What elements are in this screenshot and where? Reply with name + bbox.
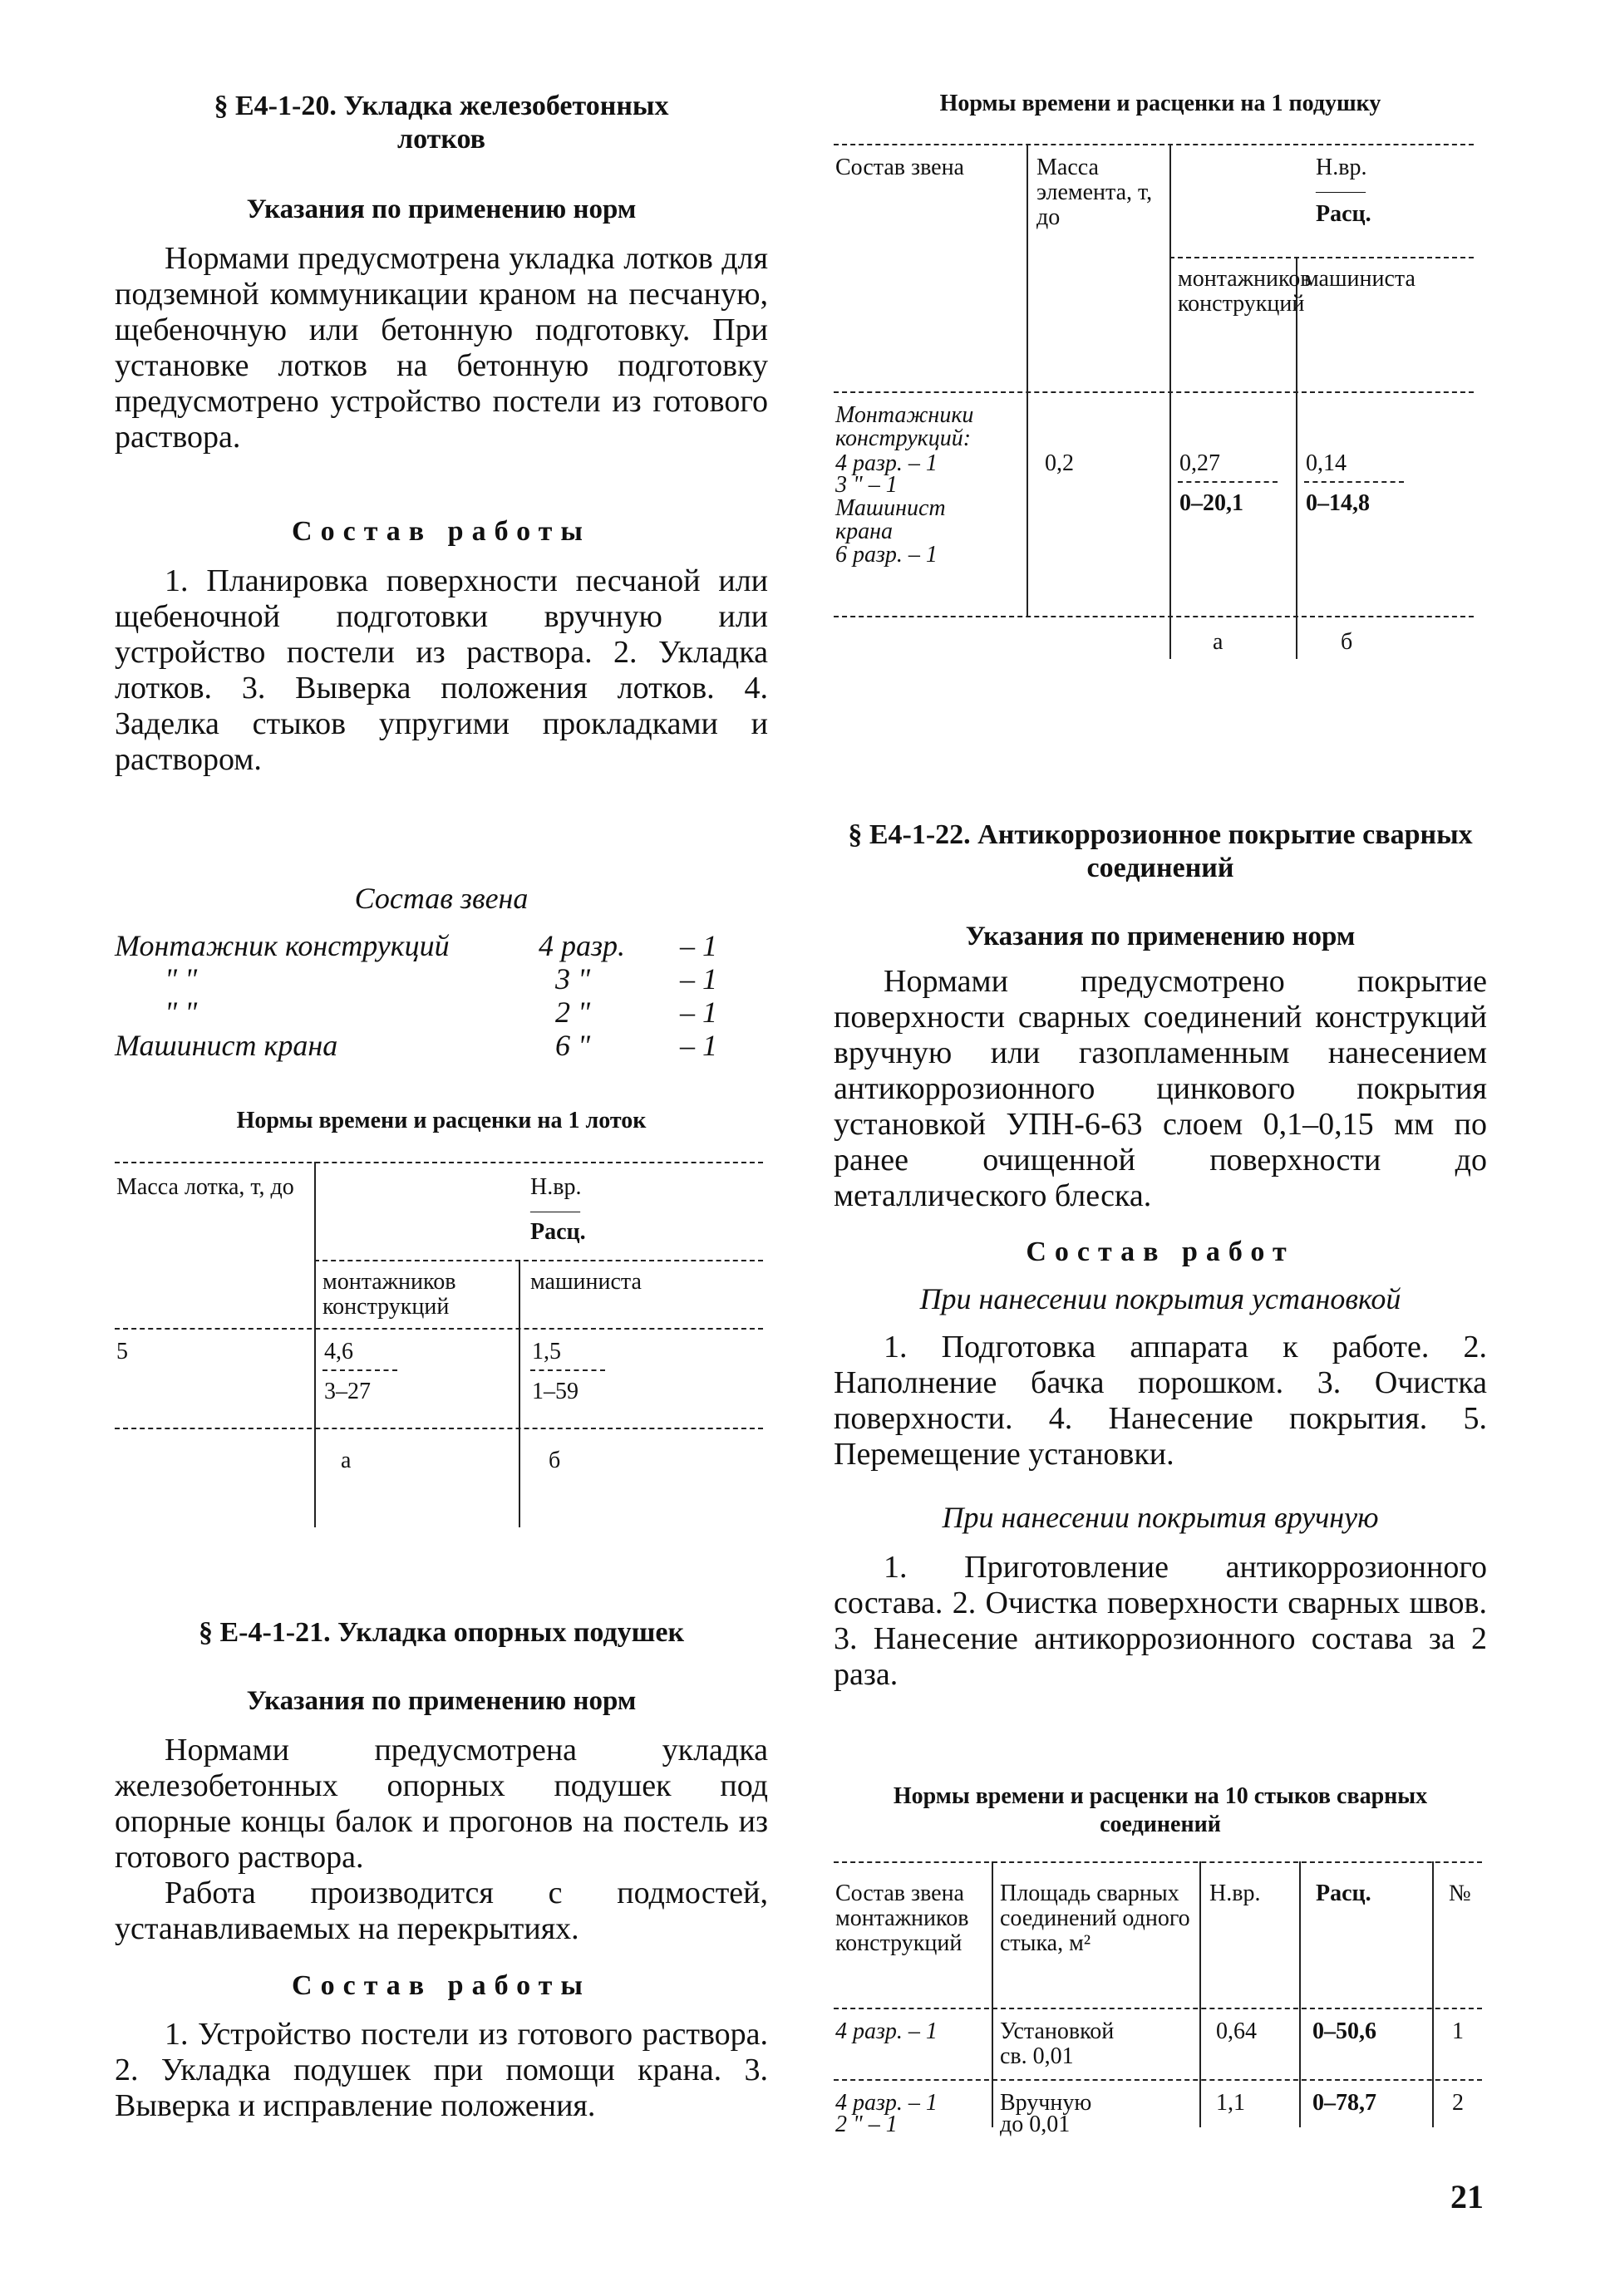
- crew-count: – 1: [680, 962, 717, 996]
- sec22-sub2-text: 1. Приготовление антикоррозионного состава. 2. Очистка поверхности сварных швов. 3. Нанесение антикоррозионного состава за 2 раза.: [834, 1550, 1487, 1692]
- sec22-title: § Е4-1-22. Антикоррозионное покрытие сварных соединений: [848, 819, 1473, 883]
- row2-no: 2: [1452, 2090, 1464, 2116]
- col-mass-header: Масса лотка, т, до: [116, 1174, 294, 1200]
- row2-nvr: 1,1: [1216, 2090, 1245, 2116]
- cell-mass: 0,2: [1045, 450, 1074, 476]
- crew-line: Монтажники: [835, 402, 974, 428]
- sec22-work-heading-text: Состав работ: [1026, 1236, 1295, 1267]
- crew-line: 4 разр. – 1: [835, 450, 938, 476]
- sec20-work-heading-text: Состав работы: [292, 516, 591, 547]
- sub-col-b: машиниста: [1304, 266, 1416, 292]
- sec22-instr-text: Нормами предусмотрено покрытие поверхности сварных соединений конструкций вручную или газопламенным нанесением антикоррозионного цинкового покрытия установкой УПН-6-63 слоем 0,1–0,15 мм по ранее очищенной поверхности до металлического блеска.: [834, 964, 1487, 1213]
- col-rasc-header: Расц.: [530, 1219, 586, 1245]
- row2-crew1: 4 разр. – 1: [835, 2090, 938, 2116]
- sec20-work-text: 1. Планировка поверхности песчаной или щебеночной подготовки вручную или устройство постели из раствора. 2. Укладка лотков. 3. Выверка положения лотков. 4. Заделка стыков упругими прокладками и раствором.: [115, 563, 768, 777]
- crew-line: 3 " – 1: [835, 472, 898, 498]
- cell-a-rasc: 3–27: [324, 1379, 371, 1404]
- crew-line: крана: [835, 519, 893, 544]
- h-rasc: Расц.: [1316, 1881, 1371, 1906]
- sec21-instr-block: [115, 1733, 768, 1947]
- crew-grade: 6 ": [555, 1029, 591, 1062]
- col-nvr-header: Н.вр.: [1316, 155, 1367, 180]
- label-a: а: [341, 1448, 352, 1473]
- sec22-sub1-heading-text: При нанесении покрытия установкой: [919, 1282, 1401, 1315]
- h-nvr: Н.вр.: [1209, 1881, 1261, 1906]
- sec20-instr-block: [115, 241, 768, 455]
- crew-count: – 1: [680, 1029, 717, 1062]
- sec22-norms-table: [834, 1861, 1487, 2161]
- row1-area2: св. 0,01: [1000, 2043, 1074, 2069]
- crew-line: конструкций:: [835, 425, 972, 451]
- sub-col-a: монтажников конструкций: [1178, 266, 1312, 317]
- sec20-crew-heading-text: Состав звена: [354, 882, 529, 915]
- sec21-instr-heading: [115, 1684, 768, 1718]
- col-nvr-header: Н.вр.: [530, 1174, 582, 1200]
- sec21-instr-text2: Работа производится с подмостей, устанавливаемых на перекрытиях.: [115, 1876, 768, 1946]
- sec22-sub1-text: 1. Подготовка аппарата к работе. 2. Наполнение бачка порошком. 3. Очистка поверхности. 4. Нанесение покрытия. 5. Перемещение установки.: [834, 1330, 1487, 1472]
- h-crew: Состав звена монтажников конструкций: [835, 1881, 969, 1956]
- sec21-table-title: [834, 90, 1487, 118]
- sec22-work-heading: [834, 1236, 1487, 1269]
- sub-col-b: машиниста: [530, 1269, 642, 1295]
- cell-b-nvr: 1,5: [532, 1339, 561, 1364]
- crew-grade: 2 ": [555, 996, 591, 1029]
- sec21-table-title-text: Нормы времени и расценки на 1 подушку: [939, 91, 1381, 116]
- sec21-norms-table: [834, 144, 1487, 659]
- col-crew-header: Состав звена: [835, 155, 964, 180]
- sec20-norms-table: [115, 1162, 768, 1527]
- cell-b-rasc: 1–59: [532, 1379, 579, 1404]
- sec22-instr-heading: [834, 920, 1487, 953]
- crew-name: Машинист крана: [115, 1029, 338, 1062]
- cell-a-nvr: 4,6: [324, 1339, 353, 1364]
- sec22-table-title-text: Нормы времени и расценки на 10 стыков сварных соединений: [893, 1783, 1428, 1837]
- sec20-table-title-text: Нормы времени и расценки на 1 лоток: [236, 1108, 647, 1133]
- sec22-sub1-block: [834, 1330, 1487, 1472]
- sec21-instr-text1: Нормами предусмотрена укладка железобетонных опорных подушек под опорные концы балок и прогонов на постель из готового раствора.: [115, 1733, 768, 1875]
- h-no: №: [1449, 1881, 1471, 1906]
- sec22-sub1-heading: [834, 1281, 1487, 1316]
- sec20-instr-text: Нормами предусмотрена укладка лотков для подземной коммуникации краном на песчаную, щебеночную или бетонную подготовку. При установке лотков на бетонную подготовку предусмотрено устройство постели из готового раствора.: [115, 241, 768, 455]
- sec20-work-block: [115, 563, 768, 778]
- label-b: б: [1341, 629, 1353, 655]
- sec21-work-heading-text: Состав работы: [292, 1970, 591, 2001]
- col-mass-header: Масса элемента, т, до: [1036, 155, 1153, 230]
- row2-area2: до 0,01: [1000, 2112, 1071, 2137]
- sec20-instr-heading: [115, 193, 768, 226]
- row1-rasc: 0–50,6: [1312, 2018, 1376, 2044]
- sec21-instr-heading-text: Указания по применению норм: [246, 1686, 637, 1716]
- crew-grade: 3 ": [555, 962, 591, 996]
- sec22-title-block: [834, 819, 1487, 885]
- sec20-instr-heading-text: Указания по применению норм: [246, 194, 637, 224]
- crew-grade: 4 разр.: [539, 929, 626, 962]
- row1-no: 1: [1452, 2018, 1464, 2044]
- sub-col-a: монтажников конструкций: [322, 1269, 456, 1320]
- sec22-table-title: [834, 1782, 1487, 1839]
- sec20-work-heading: [115, 515, 768, 548]
- row1-nvr: 0,64: [1216, 2018, 1257, 2044]
- sec22-sub2-heading: [834, 1500, 1487, 1535]
- row1-area1: Установкой: [1000, 2018, 1115, 2044]
- sec22-sub2-block: [834, 1550, 1487, 1693]
- sec20-table-title: [115, 1107, 768, 1135]
- col-dash: ———: [530, 1202, 580, 1220]
- col-dash: ———: [1316, 182, 1366, 200]
- sec20-title: § Е4-1-20. Укладка железобетонных лотков: [214, 91, 669, 155]
- sec20-title-block: [115, 90, 768, 156]
- row2-rasc: 0–78,7: [1312, 2090, 1376, 2116]
- page-number: 21: [1450, 2178, 1484, 2215]
- sec21-title: § Е-4-1-21. Укладка опорных подушек: [198, 1617, 685, 1648]
- cell-a-nvr: 0,27: [1179, 450, 1220, 476]
- sec21-work-heading: [115, 1969, 768, 2003]
- col-rasc-header: Расц.: [1316, 201, 1371, 227]
- sec21-work-block: [115, 2017, 768, 2124]
- sec22-sub2-heading-text: При нанесении покрытия вручную: [942, 1501, 1379, 1534]
- sec20-crew-list: [115, 928, 768, 1078]
- cell-a-rasc: 0–20,1: [1179, 490, 1243, 516]
- sec21-work-text: 1. Устройство постели из готового раствора. 2. Укладка подушек при помощи крана. 3. Выверка и исправление положения.: [115, 2017, 768, 2123]
- crew-name: " ": [165, 996, 198, 1029]
- crew-count: – 1: [680, 929, 717, 962]
- crew-name: " ": [165, 962, 198, 996]
- cell-b-nvr: 0,14: [1306, 450, 1347, 476]
- row-mass: 5: [116, 1339, 128, 1364]
- row1-crew: 4 разр. – 1: [835, 2018, 938, 2044]
- label-b: б: [549, 1448, 561, 1473]
- crew-line: 6 разр. – 1: [835, 542, 938, 568]
- sec22-instr-heading-text: Указания по применению норм: [965, 922, 1356, 951]
- h-area: Площадь сварных соединений одного стыка, м²: [1000, 1881, 1190, 1956]
- sec22-instr-block: [834, 964, 1487, 1214]
- row2-area1: Вручную: [1000, 2090, 1092, 2116]
- cell-b-rasc: 0–14,8: [1306, 490, 1370, 516]
- crew-line: Машинист: [835, 495, 946, 521]
- crew-name: Монтажник конструкций: [115, 929, 450, 962]
- row2-crew2: 2 " – 1: [835, 2112, 898, 2137]
- sec20-crew-heading: [115, 881, 768, 916]
- sec21-title-block: [115, 1616, 768, 1649]
- crew-count: – 1: [680, 996, 717, 1029]
- label-a: а: [1213, 629, 1224, 655]
